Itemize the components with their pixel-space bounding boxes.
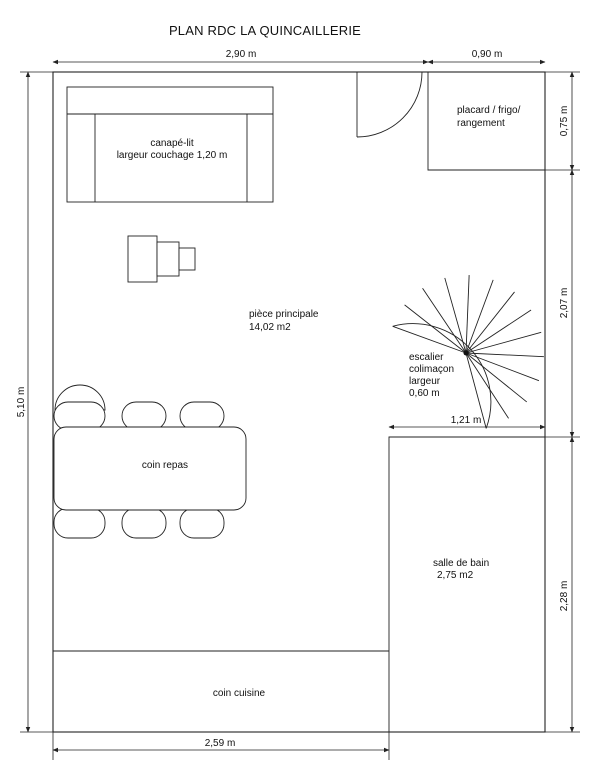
stairs-label-2: colimaçon (409, 364, 455, 375)
dim-right-bath-text: 2,28 m (559, 580, 570, 612)
stair-width-text: 1,21 m (450, 415, 482, 426)
dining-area (54, 385, 246, 538)
kitchen-label: coin cuisine (212, 688, 266, 699)
stair-tread (405, 305, 466, 353)
stairs-label-3: largeur (409, 376, 441, 387)
dim-top-right-text: 0,90 m (471, 49, 503, 60)
sofa-bed (67, 87, 273, 202)
main-room-label: pièce principale (249, 309, 319, 320)
dim-left-text: 5,10 m (16, 386, 27, 418)
placard-label-2: rangement (457, 118, 505, 129)
stair-tread (466, 275, 469, 353)
stair-tread (466, 310, 531, 353)
stair-tread (466, 353, 544, 357)
stair-tread (423, 288, 466, 353)
kitchen (53, 651, 389, 699)
sofa-label-2: largeur couchage 1,20 m (116, 150, 228, 161)
bathroom-label: salle de bain (433, 558, 490, 569)
stair-tread (466, 280, 493, 353)
stair-tread (466, 353, 539, 381)
stair-tread (466, 332, 541, 353)
stair-tread (466, 353, 509, 418)
main-room-area: 14,02 m2 (249, 322, 291, 333)
stair-tread (466, 292, 515, 353)
stair-tread (466, 353, 527, 402)
bathroom-area: 2,75 m2 (437, 570, 474, 581)
plan-title: PLAN RDC LA QUINCAILLERIE (168, 23, 362, 38)
dining-label: coin repas (141, 460, 189, 471)
bathroom (389, 437, 545, 732)
door (357, 72, 422, 137)
stair-tread (445, 278, 466, 353)
dim-right-placard-text: 0,75 m (559, 105, 570, 137)
sofa-label: canapé-lit (150, 138, 194, 149)
placard-label: placard / frigo/ (457, 105, 521, 116)
placard-area (428, 72, 545, 170)
stair-outline (393, 324, 491, 429)
stair-tread (393, 326, 466, 353)
dim-bottom-text: 2,59 m (204, 738, 236, 749)
stair-center (464, 351, 469, 356)
dim-top-main-text: 2,90 m (225, 49, 257, 60)
dim-right-stair-text: 2,07 m (559, 287, 570, 319)
stairs-label: escalier (409, 352, 444, 363)
stairs-label-4: 0,60 m (409, 388, 440, 399)
armchair (128, 236, 195, 282)
